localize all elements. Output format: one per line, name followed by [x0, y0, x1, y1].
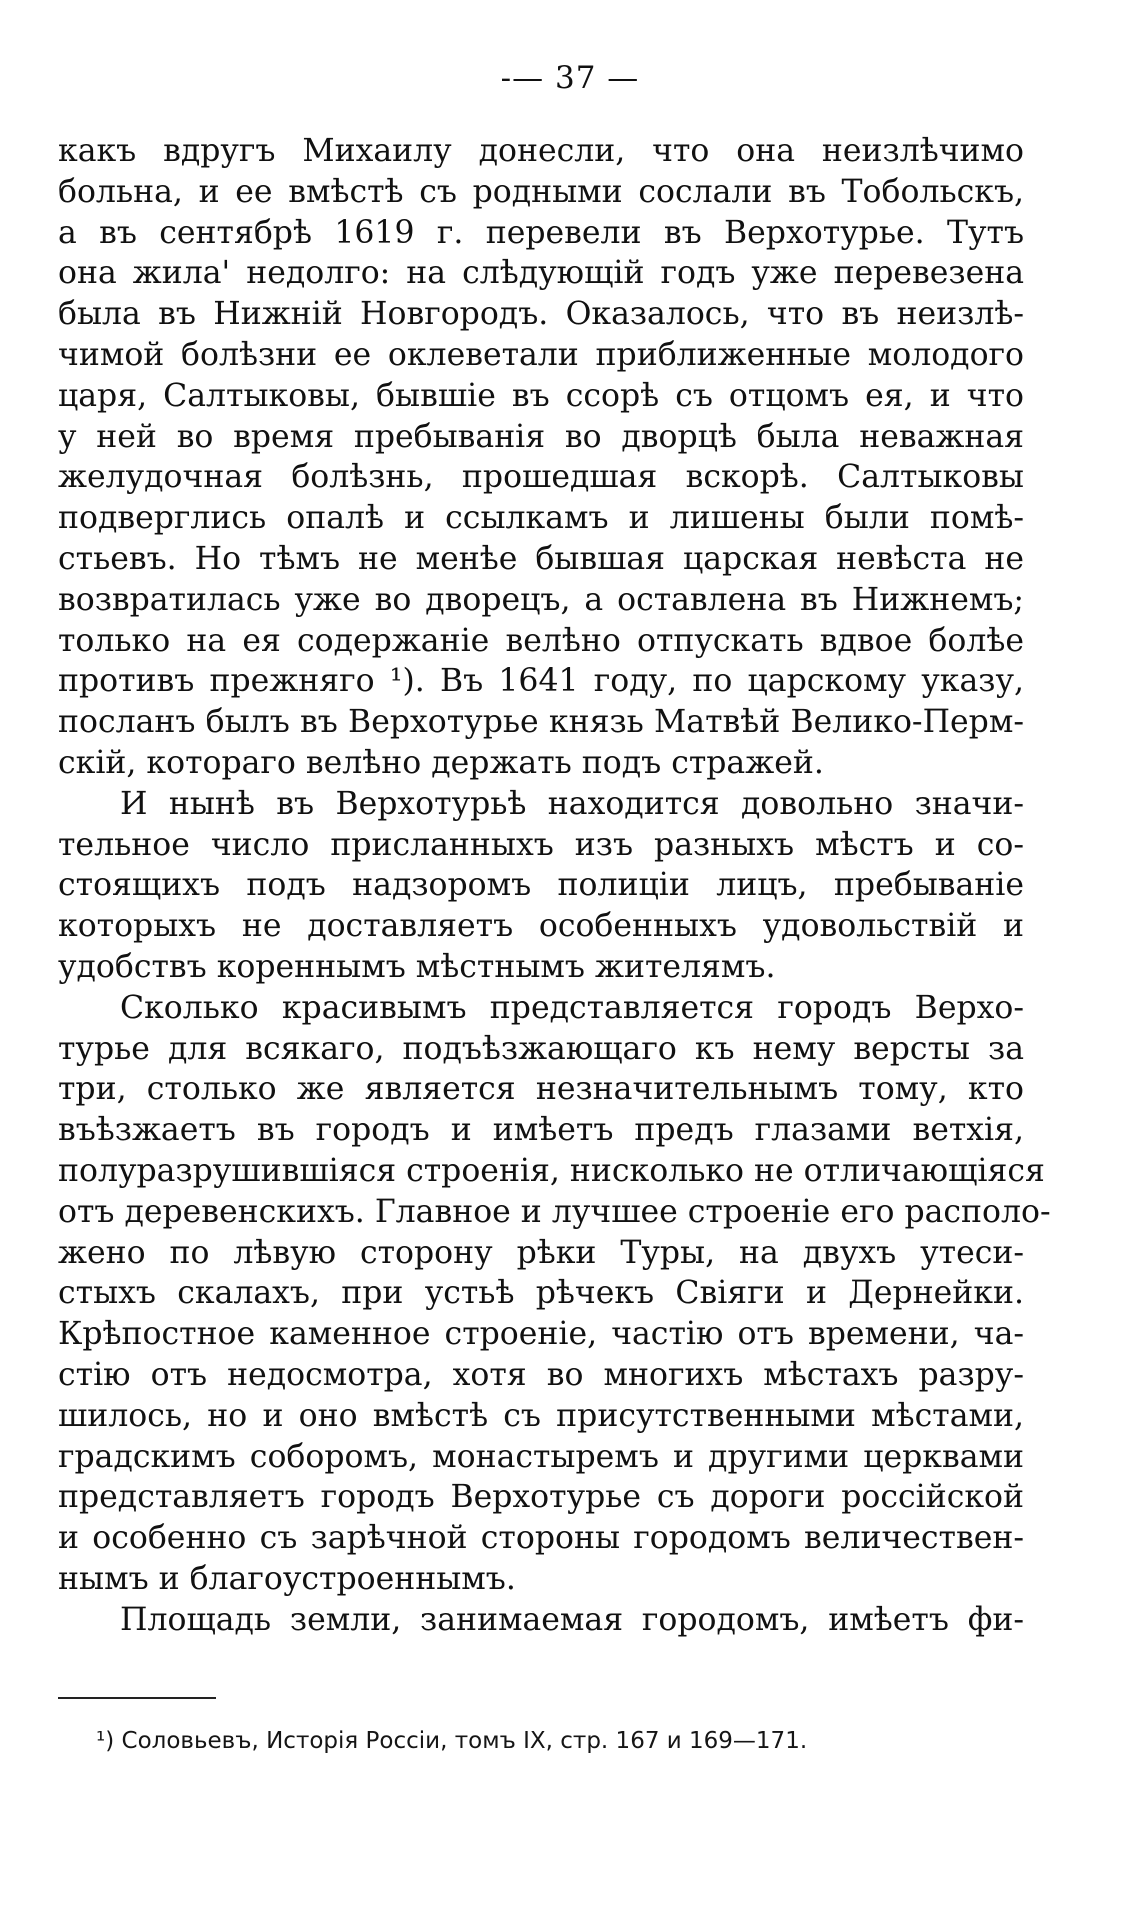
paragraph-3	[58, 988, 1051, 1600]
text-line: возвратилась уже во дворецъ, а оставлена въ Нижнемъ;	[58, 581, 1024, 618]
text-line: она жила' недолго: на слѣдующій годъ уже перевезена	[58, 255, 1024, 292]
text-line: которыхъ не доставляетъ особенныхъ удовольствій и	[58, 908, 1024, 945]
footnote-divider	[58, 1697, 216, 1699]
text-line: противъ прежняго ¹). Въ 1641 году, по царскому указу,	[58, 663, 1024, 700]
text-line: градскимъ соборомъ, монастыремъ и другими церквами	[58, 1438, 1024, 1475]
text-line: нымъ и благоустроеннымъ.	[58, 1560, 516, 1597]
text-line: полуразрушившіяся строенія, нисколько не отличающіяся	[58, 1152, 1045, 1189]
text-line: посланъ былъ въ Верхотурье князь Матвѣй Велико-Перм-	[58, 704, 1024, 741]
text-line: удобствъ кореннымъ мѣстнымъ жителямъ.	[58, 948, 776, 985]
text-line: стьевъ. Но тѣмъ не менѣе бывшая царская невѣста не	[58, 540, 1024, 577]
text-line: въѣзжаетъ въ городъ и имѣетъ предъ глазами ветхія,	[58, 1112, 1024, 1149]
footnote: ¹) Соловьевъ, Исторія Россіи, томъ IX, стр. 167 и 169—171.	[96, 1728, 808, 1754]
text-line: стію отъ недосмотра, хотя во многихъ мѣстахъ разру-	[58, 1356, 1024, 1393]
text-line: представляетъ городъ Верхотурье съ дороги россійской	[58, 1479, 1024, 1516]
text-line: у ней во время пребыванія во дворцѣ была неважная	[58, 418, 1024, 455]
text-line: и особенно съ зарѣчной стороны городомъ величествен-	[58, 1520, 1024, 1557]
text-line: жено по лѣвую сторону рѣки Туры, на двухъ утеси-	[58, 1234, 1024, 1271]
text-line: больна, и ее вмѣстѣ съ родными сослали въ Тобольскъ,	[58, 173, 1024, 210]
text-line: стыхъ скалахъ, при устьѣ рѣчекъ Свіяги и Дернейки.	[58, 1275, 1024, 1312]
text-line: скій, котораго велѣно держать подъ стражей.	[58, 744, 824, 781]
text-line: отъ деревенскихъ. Главное и лучшее строеніе его располо-	[58, 1193, 1051, 1230]
text-line: турье для всякаго, подъѣзжающаго къ нему версты за	[58, 1030, 1024, 1067]
paragraph-4	[58, 1600, 1024, 1641]
text-line: желудочная болѣзнь, прошедшая вскорѣ. Салтыковы	[58, 459, 1024, 496]
text-line: подверглись опалѣ и ссылкамъ и лишены были помѣ-	[58, 500, 1024, 537]
text-line: Крѣпостное каменное строеніе, частію отъ времени, ча-	[58, 1316, 1024, 1353]
text-line: стоящихъ подъ надзоромъ полиціи лицъ, пребываніе	[58, 867, 1024, 904]
text-line: какъ вдругъ Михаилу донесли, что она неизлѣчимо	[58, 133, 1024, 169]
page-number: -— 37 —	[500, 60, 640, 96]
body-text	[58, 131, 1051, 1640]
paragraph-2	[58, 784, 1024, 988]
text-line: три, столько же является незначительнымъ тому, кто	[58, 1071, 1024, 1108]
text-line: а въ сентябрѣ 1619 г. перевели въ Верхотурье. Тутъ	[58, 214, 1024, 251]
text-line: тельное число присланныхъ изъ разныхъ мѣстъ и со-	[58, 826, 1024, 863]
text-line: чимой болѣзни ее оклеветали приближенные молодого	[58, 336, 1024, 373]
text-line: Сколько красивымъ представляется городъ Верхо-	[120, 989, 1024, 1026]
text-line: царя, Салтыковы, бывшіе въ ссорѣ съ отцомъ ея, и что	[58, 377, 1024, 414]
text-line: И нынѣ въ Верхотурьѣ находится довольно значи-	[120, 785, 1024, 822]
paragraph-1	[58, 131, 1024, 784]
text-line: шилось, но и оно вмѣстѣ съ присутственными мѣстами,	[58, 1397, 1024, 1434]
text-line: только на ея содержаніе велѣно отпускать вдвое болѣе	[58, 622, 1024, 659]
text-line: была въ Нижній Новгородъ. Оказалось, что въ неизлѣ-	[58, 296, 1024, 333]
text-line: Площадь земли, занимаемая городомъ, имѣетъ фи-	[120, 1601, 1024, 1638]
